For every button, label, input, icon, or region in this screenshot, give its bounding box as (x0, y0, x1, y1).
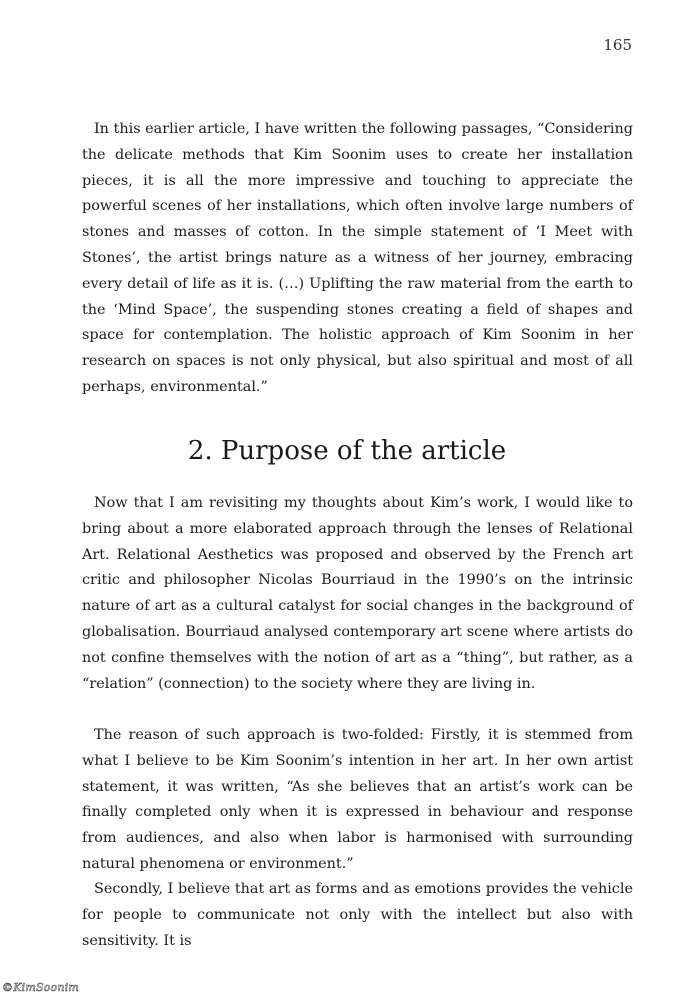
paragraph-secondly: Secondly, I believe that art as forms and as emotions provides the vehicle for people to communicate not only with the intellect but also with sensitivity. It is (82, 881, 633, 949)
section-heading: 2. Purpose of the article (187, 436, 507, 466)
copyright-watermark: ©KimSoonim (2, 981, 79, 994)
page-number: 165 (603, 36, 632, 54)
paragraph-relational-art: Now that I am revisiting my thoughts about Kim’s work, I would like to bring about a more elaborated approach through the lenses of Relational Art. Relational Aesthetics was proposed and observed by the French art critic and philosopher Nicolas Bourriaud in the 1990’s on the intrinsic nature of art as a cultural catalyst for social changes in the background of globalisation. Bourriaud analysed contemporary art scene where artists do not confine themselves with the notion of art as a “thing”, but rather, as a “relation” (connection) to the society where they are living in. (82, 495, 633, 692)
paragraph-reason-approach: The reason of such approach is two-folded: Firstly, it is stemmed from what I believe to be Kim Soonim’s intention in her art. In her own artist statement, it was written, “As she believes that an artist’s work can be finally completed only when it is expressed in behaviour and response from audiences, and also when labor is harmonised with surrounding natural phenomena or environment.” (82, 727, 633, 872)
paragraph-earlier-article: In this earlier article, I have written the following passages, “Considering the delicate methods that Kim Soonim uses to create her installation pieces, it is all the more impressive and touching to appreciate the powerful scenes of her installations, which often involve large numbers of stones and masses of cotton. In the simple statement of ‘I Meet with Stones’, the artist brings nature as a witness of her journey, embracing every detail of life as it is. (…) Uplifting the raw material from the earth to the ‘Mind Space’, the suspending stones creating a field of shapes and space for contemplation. The holistic approach of Kim Soonim in her research on spaces is not only physical, but also spiritual and most of all perhaps, environmental.” (82, 121, 633, 395)
